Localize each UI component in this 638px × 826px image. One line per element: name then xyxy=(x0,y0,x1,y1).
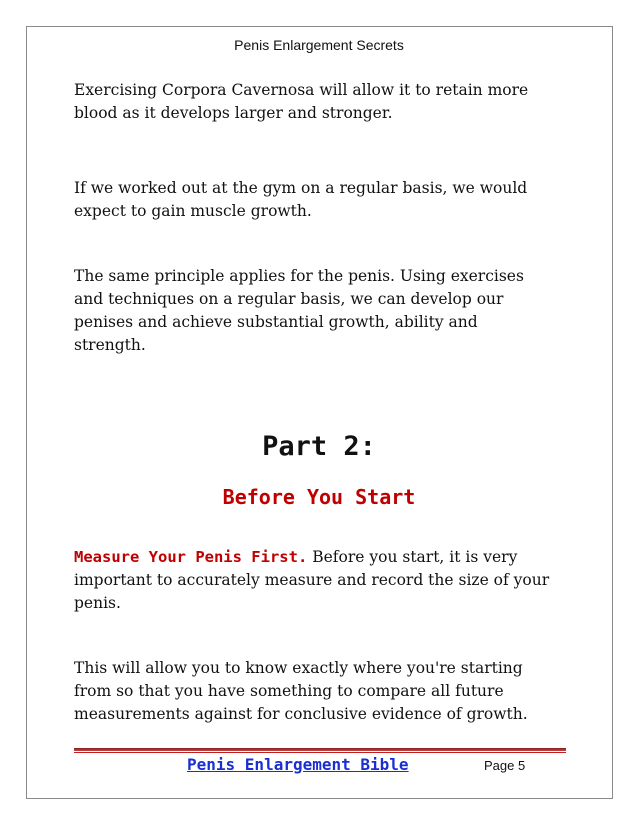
footer-rule-thin xyxy=(74,752,566,753)
paragraph-3: The same principle applies for the penis. Using exercises and techniques on a regular basis, we can develop our penises and achieve substantial growth, ability and strength. xyxy=(74,267,524,354)
paragraph-4-body: Before you start, it is very important to accurately measure and record the size of your penis. xyxy=(74,548,550,612)
paragraph-4 xyxy=(74,546,554,615)
part-heading: Part 2: xyxy=(262,431,376,462)
paragraph-4-lead: Measure Your Penis First. xyxy=(74,548,308,566)
footer-rule xyxy=(74,748,566,751)
paragraph-1: Exercising Corpora Cavernosa will allow it to retain more blood as it develops larger and stronger. xyxy=(74,81,529,122)
running-header: Penis Enlargement Secrets xyxy=(234,37,404,53)
page-number: Page 5 xyxy=(484,758,526,773)
paragraph-2: If we worked out at the gym on a regular basis, we would expect to gain muscle growth. xyxy=(74,179,528,220)
paragraph-5: This will allow you to know exactly where you're starting from so that you have something to compare all future measurements against for conclusive evidence of growth. xyxy=(74,659,528,723)
section-title: Before You Start xyxy=(222,485,416,509)
footer-title: Penis Enlargement Bible xyxy=(187,755,409,774)
